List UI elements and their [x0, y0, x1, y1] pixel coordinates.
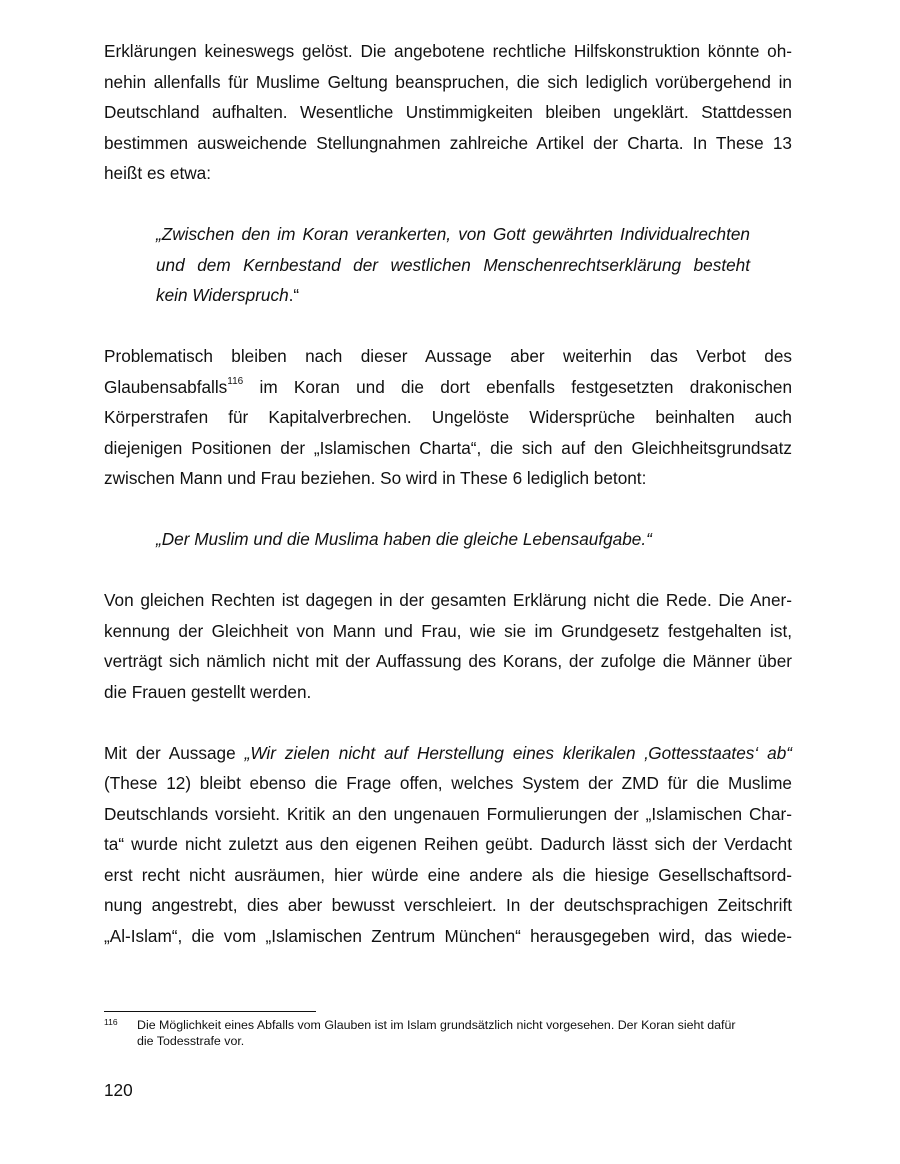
paragraph-2	[104, 341, 792, 494]
quote-italic-text: kein Widerspruch	[156, 285, 289, 305]
text-fragment: Mit der Aussage	[104, 742, 245, 763]
block-quote-2	[156, 524, 750, 555]
quote-line: „Der Muslim und die Muslima haben die gleiche Lebensaufgabe.“	[156, 529, 652, 549]
quote-line: „Zwischen den im Koran verankerten, von Gott gewährten Individualrechten	[156, 224, 750, 244]
page-body	[104, 36, 792, 951]
text-line: Von gleichen Rechten ist dagegen in der gesamten Erklärung nicht die Rede. Die Aner-	[104, 590, 792, 610]
text-line: verträgt sich nämlich nicht mit der Auffassung des Korans, der zufolge die Männer über	[104, 651, 792, 671]
text-line: die Frauen gestellt werden.	[104, 681, 312, 702]
footnote-line: Die Möglichkeit eines Abfalls vom Glauben ist im Islam grundsätzlich nicht vorgesehen. Der Koran sieht dafür	[137, 1018, 736, 1032]
text-fragment: Glaubensabfalls	[104, 376, 228, 397]
paragraph-3	[104, 585, 792, 707]
text-line	[104, 738, 792, 769]
inline-quote: „Wir zielen nicht auf Herstellung eines klerikalen ‚Gottesstaates‘ ab“	[244, 742, 792, 763]
text-line: bestimmen ausweichende Stellungnahmen zahlreiche Artikel der Charta. In These 13	[104, 132, 792, 153]
footnote-number: 116	[104, 1017, 118, 1027]
text-line: diejenigen Positionen der „Islamischen Charta“, die sich auf den Gleichheitsgrundsatz	[104, 437, 792, 458]
text-line: Erklärungen keineswegs gelöst. Die angebotene rechtliche Hilfskonstruktion könnte oh-	[104, 41, 792, 61]
text-line: heißt es etwa:	[104, 163, 211, 183]
text-line: (These 12) bleibt ebenso die Frage offen, welches System der ZMD für die Muslime	[104, 773, 792, 793]
text-line: Körperstrafen für Kapitalverbrechen. Ungelöste Widersprüche beinhalten auch	[104, 407, 792, 427]
text-line: erst recht nicht ausräumen, hier würde eine andere als die hiesige Gesellschaftsord-	[104, 864, 792, 885]
text-line: zwischen Mann und Frau beziehen. So wird in These 6 lediglich betont:	[104, 468, 647, 488]
footnote-reference[interactable]: 116	[227, 375, 244, 387]
footnote	[104, 1018, 792, 1049]
text-line: nehin allenfalls für Muslime Geltung beanspruchen, die sich lediglich vorübergehend in	[104, 71, 792, 92]
quote-line: und dem Kernbestand der westlichen Menschenrechtserklärung besteht	[156, 254, 750, 275]
paragraph-1	[104, 36, 792, 189]
paragraph-4	[104, 738, 792, 952]
footnote-text	[137, 1018, 792, 1049]
footnote-line: die Todesstrafe vor.	[137, 1033, 245, 1048]
footnote-divider	[104, 1011, 316, 1012]
text-fragment: im Koran und die dort ebenfalls festgesetzten drakonischen	[243, 376, 792, 397]
page-number: 120	[104, 1080, 133, 1100]
text-line: kennung der Gleichheit von Mann und Frau, wie sie im Grundgesetz festgehalten ist,	[104, 620, 792, 641]
text-line: ta“ wurde nicht zuletzt aus den eigenen Reihen geübt. Dadurch lässt sich der Verdacht	[104, 834, 792, 854]
text-line: Problematisch bleiben nach dieser Aussage aber weiterhin das Verbot des	[104, 346, 792, 366]
text-line: nung angestrebt, dies aber bewusst verschleiert. In der deutschsprachigen Zeitschrift	[104, 895, 792, 915]
text-line: Deutschland aufhalten. Wesentliche Unstimmigkeiten bleiben ungeklärt. Stattdessen	[104, 102, 792, 122]
text-line: „Al-Islam“, die vom „Islamischen Zentrum München“ herausgegeben wird, das wiede-	[104, 925, 792, 946]
text-line	[104, 372, 792, 403]
block-quote-1	[156, 219, 750, 311]
text-line: Deutschlands vorsieht. Kritik an den ungenauen Formulierungen der „Islamischen Char-	[104, 803, 792, 824]
quote-closing: .“	[288, 285, 300, 305]
quote-line	[156, 280, 750, 311]
